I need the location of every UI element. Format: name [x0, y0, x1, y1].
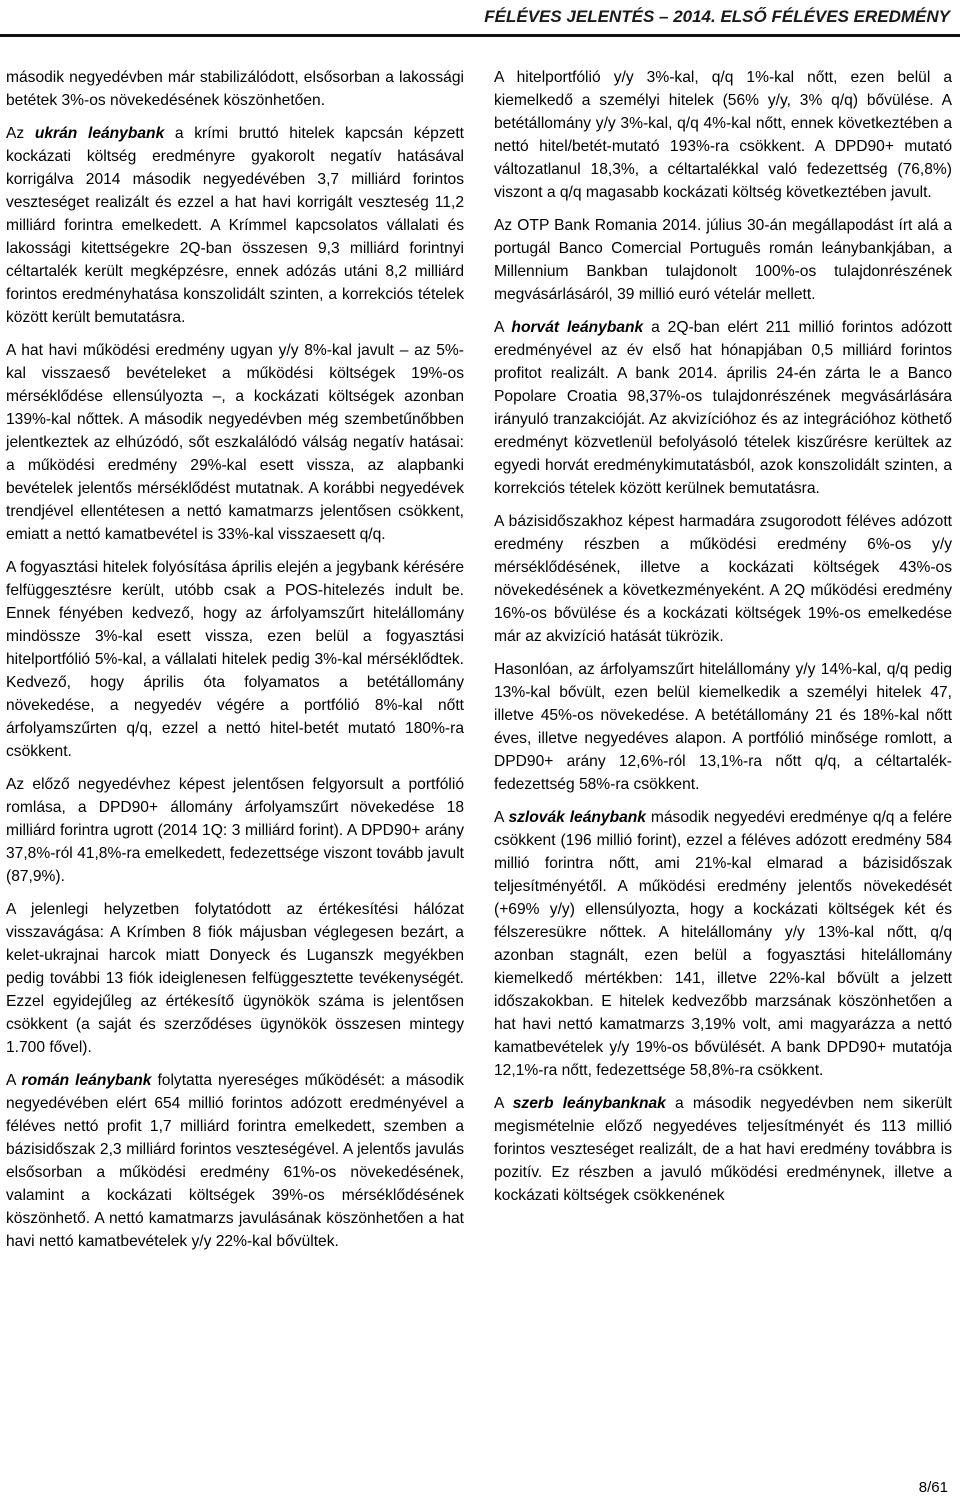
- paragraph: A szlovák leánybank második negyedévi eredménye q/q a felére csökkent (196 millió forint), ezzel a féléves adózott eredmény 584 millió forintra nőtt, ami 21%-kal elmarad a bázisidőszak teljesítményétől. A működési eredmény jelentős növekedését (+69% y/y) ellensúlyozta, hogy a kockázati költségek két és félszeresükre nőttek. A hitelállomány y/y 13%-kal nőtt, q/q azonban stagnált, ezen belül a fogyasztási hitelállomány kiemelkedő mértékben: 141, illetve 22%-kal bővült a jelzett időszakokban. E hitelek kedvezőbb marzsának köszönhetően a hat havi nettó kamatmarzs 3,19% volt, ami magyarázza a nettó kamatbevételek y/y 19%-os bővülését. A bank DPD90+ mutatója 12,1%-ra nőtt, fedezettsége 58,8%-ra csökkent.: [494, 809, 952, 1079]
- header-title: FÉLÉVES JELENTÉS – 2014. ELSŐ FÉLÉVES EREDMÉNY: [484, 7, 950, 26]
- bank-name: horvát leánybank: [511, 319, 644, 336]
- header-rule: [0, 34, 960, 37]
- paragraph: A hitelportfólió y/y 3%-kal, q/q 1%-kal nőtt, ezen belül a kiemelkedő a személyi hitelek (56% y/y, 3% q/q) bővülése. A betétállomány y/y 3%-kal, q/q 4%-kal nőtt, ennek következtében a nettó hitel/betét-mutató 193%-ra csökkent. A DPD90+ mutató változatlanul 18,3%, a céltartalékkal való fedezettség (76,8%) viszont a q/q magasabb kockázati költség következtében javult.: [494, 69, 952, 201]
- paragraph: A fogyasztási hitelek folyósítása április elején a jegybank kérésére felfüggesztésre került, utóbb csak a POS-hitelezés indult be. Ennek fényében kedvező, hogy az árfolyamszűrt hitelállomány mindössze 3%-kal esett vissza, ezen belül a fogyasztási hitelportfólió 5%-kal, a vállalati hitelek pedig 3%-kal mérséklődtek. Kedvező, hogy április óta folyamatos a betétállomány növekedése, a negyedév végére a portfólió 8%-kal nőtt árfolyamszűrten q/q, ezzel a nettó hitel-betét mutató 180%-ra csökkent.: [6, 559, 464, 760]
- paragraph: Hasonlóan, az árfolyamszűrt hitelállomány y/y 14%-kal, q/q pedig 13%-kal bővült, ezen belül kiemelkedik a személyi hitelek 47, illetve 45%-os növekedése. A betétállomány 21 és 18%-kal nőtt éves, illetve negyedéves alapon. A portfólió minősége romlott, a DPD90+ arány 12,6%-ról 13,1%-ra nőtt q/q, a céltartalék-fedezettség 58%-ra csökkent.: [494, 661, 952, 793]
- paragraph: Az ukrán leánybank a krími bruttó hitelek kapcsán képzett kockázati költség eredményre gyakorolt negatív hatásával korrigálva 2014 második negyedévében 3,7 milliárd forintos veszteséget realizált és ezzel a hat havi korrigált veszteség 11,2 milliárd forintra emelkedett. A Krímmel kapcsolatos vállalati és lakossági kitettségekre 2Q-ban összesen 9,3 milliárd forintnyi céltartalék került megképzésre, ennek adózás utáni 8,2 milliárd forintos eredményhatása konszolidált szinten, a korrekciós tételek között került bemutatásra.: [6, 125, 464, 326]
- paragraph: A román leánybank folytatta nyereséges működését: a második negyedévében elért 654 millió forintos adózott eredményével a féléves nettó profit 1,7 milliárd forintra emelkedett, szemben a bázisidőszak 2,3 milliárd forintos veszteségével. A jelentős javulás elsősorban a működési eredmény 61%-os növekedésének, valamint a kockázati költségek 39%-os mérséklődésének köszönhető. A nettó kamatmarzs javulásának köszönhetően a hat havi nettó kamatbevételek y/y 22%-kal bővültek.: [6, 1072, 464, 1250]
- bank-name: szlovák leánybank: [508, 809, 646, 826]
- paragraph: Az OTP Bank Romania 2014. július 30-án megállapodást írt alá a portugál Banco Comercial Português román leánybankjában, a Millennium Bankban tulajdonolt 100%-os tulajdonrészének megvásárlásáról, 39 millió euró vételár mellett.: [494, 217, 952, 303]
- paragraph: A szerb leánybanknak a második negyedévben nem sikerült megismételnie előző negyedéves teljesítményét és 113 millió forintos veszteséget realizált, de a hat havi eredmény továbbra is pozitív. Ez részben a javuló működési eredménynek, illetve a kockázati költségek csökkenének: [494, 1095, 952, 1204]
- paragraph: A horvát leánybank a 2Q-ban elért 211 millió forintos adózott eredményével az év első hat hónapjában 0,5 milliárd forintos profitot realizált. A bank 2014. április 24-én zárta le a Banco Popolare Croatia 98,37%-os tulajdonrészének megvásárlására irányuló tranzakcióját. Az akvizícióhoz és az integrációhoz köthető eredményt közvetlenül befolyásoló tételek kiszűrésre kerültek az egyedi horvát eredménykimutatásból, azok konszolidált szinten, a korrekciós tételek között kerülnek bemutatásra.: [494, 319, 953, 497]
- paragraph: A bázisidőszakhoz képest harmadára zsugorodott féléves adózott eredmény részben a működési eredmény 6%-os y/y mérséklődésének, illetve a kockázati költségek 43%-os növekedésének a következményeként. A 2Q működési eredmény 16%-os bővülése és a kockázati költségek 19%-os emelkedése már az akvizíció hatását tükrözik.: [494, 513, 952, 645]
- paragraph: A hat havi működési eredmény ugyan y/y 8%-kal javult – az 5%-kal visszaeső bevételeket a működési költségek 19%-os mérséklődése ellensúlyozta –, a kockázati költségek azonban 139%-kal nőttek. A második negyedévben még szembetűnőbben jelentkeztek az elhúzódó, sőt eszkalálódó válság negatív hatásai: a működési eredmény 29%-kal esett vissza, az alapbanki bevételek jelentős mérséklődést mutatnak. A korábbi negyedévek trendjével ellentétesen a nettó kamatmarzs jelentősen csökkent, emiatt a nettó kamatbevétel is 33%-kal visszaesett q/q.: [6, 342, 464, 543]
- paragraph: Az előző negyedévhez képest jelentősen felgyorsult a portfólió romlása, a DPD90+ állomány árfolyamszűrt növekedése 18 milliárd forintra ugrott (2014 1Q: 3 milliárd forint). A DPD90+ arány 37,8%-ról 41,8%-ra emelkedett, fedezettsége viszont tovább javult (87,9%).: [6, 776, 464, 885]
- bank-name: szerb leánybanknak: [512, 1095, 666, 1112]
- right-column: [494, 66, 952, 1217]
- paragraph: második negyedévben már stabilizálódott, elsősorban a lakossági betétek 3%-os növekedésének köszönhetően.: [6, 69, 464, 109]
- bank-name: román leánybank: [21, 1072, 152, 1089]
- left-column: [6, 66, 464, 1263]
- page-header: [0, 0, 960, 40]
- paragraph: A jelenlegi helyzetben folytatódott az értékesítési hálózat visszavágása: A Krímben 8 fiók májusban véglegesen bezárt, a kelet-ukrajnai harcok miatt Donyeck és Luganszk megyékben pedig további 13 fiók ideiglenesen felfüggesztette tevékenységét. Ezzel egyidejűleg az értékesítő ügynökök száma is jelentősen csökkent (a saját és szerződéses ügynökök összesen mintegy 1.700 fővel).: [6, 901, 464, 1056]
- bank-name: ukrán leánybank: [34, 125, 165, 142]
- page-number: 8/61: [918, 1479, 948, 1496]
